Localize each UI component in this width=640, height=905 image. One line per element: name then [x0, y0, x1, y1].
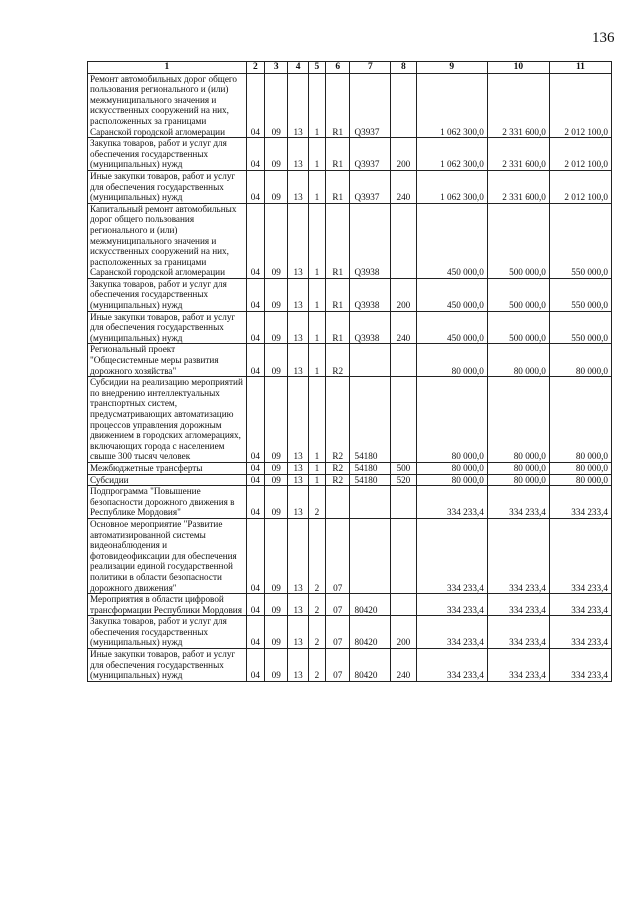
- amount-year2-cell: 80 000,0: [487, 474, 549, 486]
- direction-code-cell: 80420: [350, 616, 391, 649]
- amount-year1-cell: 80 000,0: [416, 377, 487, 463]
- subsection-code-cell: 09: [265, 594, 288, 616]
- amount-year1-cell: 450 000,0: [416, 311, 487, 344]
- amount-year3-cell: 334 233,4: [549, 594, 611, 616]
- direction-code-cell: 80420: [350, 649, 391, 682]
- direction-code-cell: 54180: [350, 377, 391, 463]
- amount-year1-cell: 334 233,4: [416, 518, 487, 593]
- amount-year3-cell: 334 233,4: [549, 616, 611, 649]
- row-name-cell: Ремонт автомобильных дорог общего пользования регионального и (или) межмуниципального значения и искусственных сооружений на них, расположенных за границами Саранской городской агломерации: [88, 73, 247, 138]
- page-number: 136: [592, 30, 615, 46]
- column-header: 2: [246, 62, 264, 74]
- table-row: [88, 474, 612, 486]
- table-row: [88, 649, 612, 682]
- program-code-cell: 13: [288, 486, 308, 519]
- column-header: 9: [416, 62, 487, 74]
- section-code-cell: 04: [246, 170, 264, 203]
- amount-year2-cell: 500 000,0: [487, 311, 549, 344]
- program-code-cell: 13: [288, 311, 308, 344]
- program-code-cell: 13: [288, 616, 308, 649]
- subsection-code-cell: 09: [265, 344, 288, 377]
- row-name-cell: Закупка товаров, работ и услуг для обеспечения государственных (муниципальных) нужд: [88, 278, 247, 311]
- row-name-cell: Основное мероприятие "Развитие автоматизированной системы видеонаблюдения и фотовидеофиксации для обеспечения реализации единой государственной политики в области безопасности дорожного движения": [88, 518, 247, 593]
- expense-type-cell: [391, 203, 416, 278]
- amount-year2-cell: 334 233,4: [487, 594, 549, 616]
- section-code-cell: 04: [246, 486, 264, 519]
- table-row: [88, 203, 612, 278]
- row-name-cell: Субсидии: [88, 474, 247, 486]
- amount-year2-cell: 80 000,0: [487, 344, 549, 377]
- row-name-cell: Субсидии на реализацию мероприятий по внедрению интеллектуальных транспортных систем, предусматривающих автоматизацию процессов управления дорожным движением в городских агломерациях, включающих города с населением свыше 300 тысяч человек: [88, 377, 247, 463]
- direction-code-cell: Q3938: [350, 203, 391, 278]
- section-code-cell: 04: [246, 649, 264, 682]
- section-code-cell: 04: [246, 73, 264, 138]
- amount-year2-cell: 334 233,4: [487, 518, 549, 593]
- subsection-code-cell: 09: [265, 170, 288, 203]
- subsection-code-cell: 09: [265, 73, 288, 138]
- program-code-cell: 13: [288, 138, 308, 171]
- program-code-cell: 13: [288, 649, 308, 682]
- amount-year1-cell: 334 233,4: [416, 486, 487, 519]
- table-body: [88, 73, 612, 681]
- column-header: 7: [350, 62, 391, 74]
- amount-year1-cell: 1 062 300,0: [416, 170, 487, 203]
- expense-type-cell: 200: [391, 278, 416, 311]
- program-code-cell: 13: [288, 170, 308, 203]
- subprogram-code-cell: 1: [308, 474, 325, 486]
- subprogram-code-cell: 1: [308, 203, 325, 278]
- direction-code-cell: Q3937: [350, 138, 391, 171]
- section-code-cell: 04: [246, 474, 264, 486]
- row-name-cell: Мероприятия в области цифровой трансформации Республики Мордовия: [88, 594, 247, 616]
- amount-year1-cell: 334 233,4: [416, 616, 487, 649]
- direction-code-cell: 54180: [350, 474, 391, 486]
- table-row: [88, 170, 612, 203]
- subprogram-code-cell: 1: [308, 377, 325, 463]
- expense-type-cell: [391, 486, 416, 519]
- activity-code-cell: 07: [326, 649, 350, 682]
- column-header: 1: [88, 62, 247, 74]
- subsection-code-cell: 09: [265, 138, 288, 171]
- amount-year3-cell: 80 000,0: [549, 474, 611, 486]
- subsection-code-cell: 09: [265, 203, 288, 278]
- subprogram-code-cell: 2: [308, 594, 325, 616]
- table-row: [88, 594, 612, 616]
- amount-year3-cell: 2 012 100,0: [549, 170, 611, 203]
- column-header: 6: [326, 62, 350, 74]
- subsection-code-cell: 09: [265, 518, 288, 593]
- table-row: [88, 344, 612, 377]
- amount-year1-cell: 450 000,0: [416, 203, 487, 278]
- row-name-cell: Закупка товаров, работ и услуг для обеспечения государственных (муниципальных) нужд: [88, 138, 247, 171]
- activity-code-cell: 07: [326, 616, 350, 649]
- expense-type-cell: [391, 594, 416, 616]
- direction-code-cell: Q3937: [350, 170, 391, 203]
- activity-code-cell: 07: [326, 594, 350, 616]
- activity-code-cell: [326, 486, 350, 519]
- section-code-cell: 04: [246, 203, 264, 278]
- column-header: 3: [265, 62, 288, 74]
- amount-year3-cell: 550 000,0: [549, 311, 611, 344]
- budget-table: [87, 61, 612, 682]
- subsection-code-cell: 09: [265, 377, 288, 463]
- expense-type-cell: 240: [391, 170, 416, 203]
- activity-code-cell: 07: [326, 518, 350, 593]
- activity-code-cell: R2: [326, 474, 350, 486]
- activity-code-cell: R1: [326, 203, 350, 278]
- expense-type-cell: [391, 518, 416, 593]
- amount-year3-cell: 80 000,0: [549, 377, 611, 463]
- amount-year3-cell: 334 233,4: [549, 518, 611, 593]
- expense-type-cell: 500: [391, 462, 416, 474]
- subsection-code-cell: 09: [265, 649, 288, 682]
- program-code-cell: 13: [288, 73, 308, 138]
- program-code-cell: 13: [288, 594, 308, 616]
- amount-year1-cell: 334 233,4: [416, 594, 487, 616]
- section-code-cell: 04: [246, 344, 264, 377]
- table-row: [88, 138, 612, 171]
- subsection-code-cell: 09: [265, 616, 288, 649]
- amount-year2-cell: 500 000,0: [487, 203, 549, 278]
- amount-year1-cell: 450 000,0: [416, 278, 487, 311]
- subprogram-code-cell: 2: [308, 518, 325, 593]
- program-code-cell: 13: [288, 203, 308, 278]
- row-name-cell: Иные закупки товаров, работ и услуг для обеспечения государственных (муниципальных) нужд: [88, 311, 247, 344]
- row-name-cell: Капитальный ремонт автомобильных дорог общего пользования регионального и (или) межмуниципального значения и искусственных сооружений на них, расположенных за границами Саранской городской агломерации: [88, 203, 247, 278]
- subprogram-code-cell: 2: [308, 649, 325, 682]
- section-code-cell: 04: [246, 594, 264, 616]
- expense-type-cell: [391, 377, 416, 463]
- row-name-cell: Подпрограмма "Повышение безопасности дорожного движения в Республике Мордовия": [88, 486, 247, 519]
- direction-code-cell: Q3937: [350, 73, 391, 138]
- program-code-cell: 13: [288, 344, 308, 377]
- table-row: [88, 278, 612, 311]
- amount-year3-cell: 2 012 100,0: [549, 138, 611, 171]
- expense-type-cell: [391, 73, 416, 138]
- expense-type-cell: 240: [391, 649, 416, 682]
- activity-code-cell: R1: [326, 73, 350, 138]
- amount-year3-cell: 334 233,4: [549, 486, 611, 519]
- direction-code-cell: Q3938: [350, 278, 391, 311]
- direction-code-cell: [350, 486, 391, 519]
- table-row: [88, 616, 612, 649]
- activity-code-cell: R2: [326, 377, 350, 463]
- activity-code-cell: R2: [326, 344, 350, 377]
- amount-year1-cell: 80 000,0: [416, 344, 487, 377]
- column-header: 10: [487, 62, 549, 74]
- subsection-code-cell: 09: [265, 278, 288, 311]
- activity-code-cell: R1: [326, 170, 350, 203]
- section-code-cell: 04: [246, 138, 264, 171]
- section-code-cell: 04: [246, 311, 264, 344]
- program-code-cell: 13: [288, 474, 308, 486]
- table-row: [88, 462, 612, 474]
- amount-year2-cell: 2 331 600,0: [487, 138, 549, 171]
- table-row: [88, 486, 612, 519]
- subprogram-code-cell: 1: [308, 170, 325, 203]
- direction-code-cell: 54180: [350, 462, 391, 474]
- column-header: 11: [549, 62, 611, 74]
- column-header: 4: [288, 62, 308, 74]
- amount-year2-cell: 80 000,0: [487, 462, 549, 474]
- subsection-code-cell: 09: [265, 311, 288, 344]
- direction-code-cell: [350, 344, 391, 377]
- expense-type-cell: 240: [391, 311, 416, 344]
- amount-year1-cell: 1 062 300,0: [416, 138, 487, 171]
- subprogram-code-cell: 1: [308, 278, 325, 311]
- section-code-cell: 04: [246, 518, 264, 593]
- column-header: 8: [391, 62, 416, 74]
- activity-code-cell: R2: [326, 462, 350, 474]
- section-code-cell: 04: [246, 377, 264, 463]
- expense-type-cell: 200: [391, 616, 416, 649]
- amount-year3-cell: 334 233,4: [549, 649, 611, 682]
- direction-code-cell: Q3938: [350, 311, 391, 344]
- table-header-row: [88, 62, 612, 74]
- amount-year3-cell: 2 012 100,0: [549, 73, 611, 138]
- subprogram-code-cell: 1: [308, 462, 325, 474]
- table-row: [88, 518, 612, 593]
- subsection-code-cell: 09: [265, 474, 288, 486]
- amount-year3-cell: 80 000,0: [549, 462, 611, 474]
- activity-code-cell: R1: [326, 138, 350, 171]
- amount-year2-cell: 2 331 600,0: [487, 73, 549, 138]
- row-name-cell: Закупка товаров, работ и услуг для обеспечения государственных (муниципальных) нужд: [88, 616, 247, 649]
- section-code-cell: 04: [246, 616, 264, 649]
- subprogram-code-cell: 2: [308, 616, 325, 649]
- row-name-cell: Иные закупки товаров, работ и услуг для обеспечения государственных (муниципальных) нужд: [88, 170, 247, 203]
- subprogram-code-cell: 1: [308, 311, 325, 344]
- amount-year1-cell: 1 062 300,0: [416, 73, 487, 138]
- table-row: [88, 311, 612, 344]
- amount-year3-cell: 80 000,0: [549, 344, 611, 377]
- direction-code-cell: [350, 518, 391, 593]
- subsection-code-cell: 09: [265, 462, 288, 474]
- activity-code-cell: R1: [326, 311, 350, 344]
- amount-year1-cell: 80 000,0: [416, 462, 487, 474]
- section-code-cell: 04: [246, 462, 264, 474]
- program-code-cell: 13: [288, 278, 308, 311]
- row-name-cell: Региональный проект "Общесистемные меры развития дорожного хозяйства": [88, 344, 247, 377]
- amount-year2-cell: 500 000,0: [487, 278, 549, 311]
- amount-year2-cell: 334 233,4: [487, 649, 549, 682]
- expense-type-cell: [391, 344, 416, 377]
- row-name-cell: Иные закупки товаров, работ и услуг для обеспечения государственных (муниципальных) нужд: [88, 649, 247, 682]
- amount-year3-cell: 550 000,0: [549, 278, 611, 311]
- program-code-cell: 13: [288, 462, 308, 474]
- amount-year3-cell: 550 000,0: [549, 203, 611, 278]
- expense-type-cell: 200: [391, 138, 416, 171]
- activity-code-cell: R1: [326, 278, 350, 311]
- program-code-cell: 13: [288, 518, 308, 593]
- subprogram-code-cell: 2: [308, 486, 325, 519]
- subprogram-code-cell: 1: [308, 73, 325, 138]
- expense-type-cell: 520: [391, 474, 416, 486]
- table-row: [88, 73, 612, 138]
- subprogram-code-cell: 1: [308, 138, 325, 171]
- column-header: 5: [308, 62, 325, 74]
- row-name-cell: Межбюджетные трансферты: [88, 462, 247, 474]
- amount-year2-cell: 80 000,0: [487, 377, 549, 463]
- program-code-cell: 13: [288, 377, 308, 463]
- subsection-code-cell: 09: [265, 486, 288, 519]
- direction-code-cell: 80420: [350, 594, 391, 616]
- amount-year2-cell: 334 233,4: [487, 616, 549, 649]
- amount-year2-cell: 334 233,4: [487, 486, 549, 519]
- subprogram-code-cell: 1: [308, 344, 325, 377]
- amount-year1-cell: 334 233,4: [416, 649, 487, 682]
- amount-year1-cell: 80 000,0: [416, 474, 487, 486]
- section-code-cell: 04: [246, 278, 264, 311]
- amount-year2-cell: 2 331 600,0: [487, 170, 549, 203]
- table-row: [88, 377, 612, 463]
